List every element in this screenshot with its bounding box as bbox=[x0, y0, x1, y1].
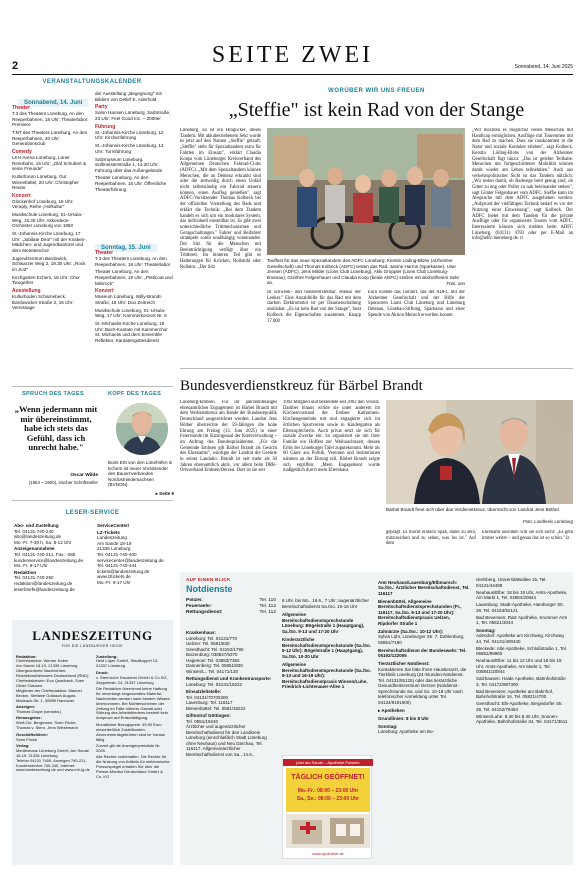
pharmacy-ad-line1: Mo.-Fr.: 08:00 – 23:00 Uhr bbox=[297, 788, 359, 794]
impressum-line: Monatlicher Bezugspreis: 49,90 Euro einschließlich Zustellkosten. Abonnementsgebühren sind im Voraus fällig. bbox=[96, 721, 165, 742]
info-heading: Bienenbüttel, Allgemeine Bereitschaftsdienstsprechstunden (Fr., 116117, Sa./So. 9-13 und 17-20 Uhr): Bereitschaftsdienstpraxis Uelzen, Ripdorfer Straße 1 bbox=[378, 598, 462, 626]
notdienst-line: Neuhaus/Elbe: 11 bis 12 Uhr und 18 bis 19 Uhr, Amts-Apotheke, Am Markt 1, Tel. 038841/20844 bbox=[476, 658, 562, 674]
notdienst-line: Ärztlicher und augenärztlicher Bereitschaftsdienst für den Landkreis Lüneburg (einschließlich Stadt Lüneburg ohne Neuhaus) und Neu Darchau, Tel. 116117. Allgemeinärztlicher Bereitschaftsdienst von Sa., 14.6., bbox=[186, 724, 267, 757]
impressum-line: Telefon 04131 7400, Anzeigen 740-211, Kundenservice 740-240, Internet: www.landeszeitung.de und www.mh-lg.de bbox=[16, 757, 90, 773]
info-heading: Grundlinien: 8 bis 8 Uhr bbox=[378, 715, 430, 721]
notdienst-col-2 bbox=[282, 598, 372, 748]
tandem-photo-graphic bbox=[267, 128, 465, 255]
notdienst-col-4 bbox=[476, 577, 569, 861]
info-heading: Tierärztlicher Notdienst: bbox=[378, 661, 430, 666]
info-heading: ServiceCenter/ bbox=[97, 523, 130, 528]
info-heading: Herausgeber: bbox=[16, 715, 42, 721]
quote-author: Oscar Wilde bbox=[70, 473, 98, 478]
calendar-entry: Theater Lüneburg, An den Reeperbahnen, 16 Uhr: Öffentliche Theaterführung bbox=[95, 175, 167, 192]
impressum-col-2 bbox=[96, 653, 170, 861]
quote-heading: SPRUCH DES TAGES bbox=[22, 391, 84, 397]
category-label: Ausstellung bbox=[12, 288, 41, 295]
info-heading: Sonntag: bbox=[378, 723, 398, 729]
info-heading: Sonntag: bbox=[476, 627, 496, 633]
calendar-divider bbox=[12, 386, 173, 387]
calendar-entry: Salzmuseum Lüneburg, Sülfmeisterstraße 1, 14.30 Uhr: Führung über das Außengelände bbox=[95, 156, 163, 173]
category-label: Konzert bbox=[12, 192, 31, 199]
service-line: Mo.-Fr. 8-17 Uhr bbox=[14, 563, 48, 569]
service-right bbox=[97, 522, 173, 612]
award-photo-graphic bbox=[386, 400, 573, 504]
info-heading: Zahnärzte (Sa./So.: 10-12 Uhr): bbox=[378, 628, 444, 634]
calendar-entry: der Ausstellung „Begegnung" mit Bildern von Detlef E. Aderhold bbox=[95, 91, 162, 102]
emergency-phone-label: Rettungsdienst: bbox=[186, 610, 223, 615]
info-heading: Verlag: bbox=[16, 742, 30, 748]
service-line: 21335 Lüneburg bbox=[97, 546, 131, 552]
calendar-col-1 bbox=[12, 103, 90, 373]
article-tandem-kicker: WORÜBER WIR UNS FREUEN bbox=[328, 88, 425, 94]
notdienst-line: Dannenberg: Tel. 05861/830 bbox=[186, 663, 243, 668]
info-heading: ▸ Apotheken bbox=[378, 707, 405, 713]
calendar-entry: LKH-Arena Lüneburg, Lüner Rennbahn, 19 Uhr: „Olaf Schubert & seine Freunde" bbox=[12, 154, 87, 172]
impressum-line: Die Redaktion übernimmt keine Haftung für unverlangt eingesandtes Material. Nachrichten werden nach bestem Wissen übernommen. Bei Nichterscheinen der Zeitung im Falle höherer Gewalt oder Störung des Arbeitsfriedens besteht kein Anspruch auf Entschädigung. bbox=[96, 685, 170, 721]
info-heading: Redaktion: bbox=[16, 653, 37, 659]
service-line: Tel. 04131-740-444 bbox=[97, 563, 137, 569]
service-divider bbox=[12, 500, 173, 501]
info-heading: Abo- und Zustellung bbox=[14, 523, 59, 528]
quote-author-info: (1854 – 1900), irischer Schriftsteller bbox=[28, 480, 98, 485]
impressum-line: Chefredakteur: Werner Kolbe bbox=[16, 658, 68, 664]
person-heading: KOPF DES TAGES bbox=[108, 391, 162, 397]
calendar-entry: Glockenhof Lüneburg, 15 Uhr: Veraply, Reihe „Hofkultur" bbox=[12, 198, 74, 210]
impressum-logo: LANDESZEITUNG bbox=[32, 628, 153, 643]
notdienst-line: Neuhaus/Elbe: 18 bis 19 Uhr, Amts-Apotheke, Am Markt 1, Tel. 03884/20844 bbox=[476, 589, 568, 600]
info-heading: Allgemeine Bereitschaftsdienstsprechstunde (Sa./So. 9-13 und 16-19 Uhr): Bereitschaftsdienstpraxis Winsen/Luhe, Friedrich-Lichtenauer-Allee 1 bbox=[282, 662, 372, 689]
page-number: 2 bbox=[12, 60, 19, 72]
info-heading: Anzeigenannahme bbox=[14, 546, 55, 552]
info-heading: Krankenhaus: bbox=[186, 630, 217, 635]
info-heading: Kinderärztliche Bereitschaftsdienstsprechstunde (Sa./So. 9-12 Uhr): Bögelstraße 1 (Hauptgang), Sa./So. 10-20 Uhr bbox=[282, 637, 372, 659]
calendar-entry: Museum Lüneburg, Willy-Brandt-Straße, 16 Uhr: Duo Zeitreich bbox=[95, 294, 163, 305]
notdienst-line: Lauenburg: Tel. 116117 bbox=[186, 700, 233, 705]
impressum-logo-sub: FÜR DIE LÜNEBURGER HEIDE bbox=[61, 644, 124, 648]
notdienst-line: ckelsberg, Universitätsallee 15, Tel. 04131/44488 bbox=[476, 577, 547, 588]
notdienst-line: Lauenburg: Stadt-Apotheke, Hamburger Str. 28, Tel. 04153/52121 bbox=[476, 602, 565, 613]
emergency-phone-label: Polizei: bbox=[186, 598, 203, 603]
calendar-col-2 bbox=[95, 91, 173, 251]
service-line: www.lztickets.de bbox=[97, 574, 131, 580]
impressum-line: Zurzeit gilt die Anzeigenpreisliste Nr. 2025. bbox=[96, 742, 161, 753]
article-tandem-sidebar: „Wir möchten es möglichst vielen Menschen mit Handicap ermöglichen, Ausflüge mit Tourenmen mit dem Rad zu machen. Dass sie rausko​mmen in die Natur und soziale Kontakte erleben", sagt Kolbeck. Kerstin Löding-Blohs von der Alzheimer Gesellschaft fügt hinzu: „Das ist gelebte Teilhabe. Menschen mit fortgeschrittener Mobilität können damit wieder am Leben teilnehmen." Auch aus verkehrspolitischer Sicht ist das Tandem nützlich: „Wir testen damit, ob Radwege breit genug sind, ob Gitter zu eng oder Poller zu nah beieinander stehen", sagt Günter Felgenhauer vom ADFC. Steffie kann im Absprache mit dem ADFC ausgeliehen werden. „Aufgrund der vielfältigen Technik bedarf es vor der Nutzung einer Einweisung", sagt Kolbeck. Der ADFC bietet mit dem Tandem für die private Ausflüge oder für organisierte Touren vom ADFC. Interessierte können sich melden beim ADFC Lüneburg, (04131) 4783 oder per E-Mail an info@adfc-lueneburg.de. rt bbox=[472, 128, 573, 242]
article-award-col4: Ehrenamt ausruhen will sie sich nicht: „Es geht immer weiter – und genau das ist so schön." lz bbox=[482, 530, 573, 541]
category-label: Führung bbox=[95, 123, 116, 130]
article-award-headline: Bundesverdienstkreuz für Bärbel Brandt bbox=[180, 378, 423, 394]
person-text: Boris Erb von den Lünehöfen in Echem ist neuer Vorsitzender des Bauernverbandes Nordostniedersachsen (BVNON). bbox=[108, 460, 173, 488]
notdienst-line: Geesthacht: Tel. 04152/1790 bbox=[186, 646, 244, 652]
service-line: tickets@landeszeitung.de bbox=[97, 568, 150, 574]
impressum-line: Alle Rechte vorbehalten. Die Rechte für die Nutzung von Artikeln für elektronische Pressespiegel erhalten Sie über die Presse-Monitor Deutschland GmbH & Co. KG bbox=[96, 754, 170, 779]
impressum-line: Übergeordnete Nachrichten: RedaktionsNetzwerk Deutschland (RND) bbox=[16, 668, 89, 679]
info-heading: Druck: bbox=[96, 669, 109, 675]
emergency-phone-number: Tel. 110 bbox=[259, 598, 276, 603]
service-line: redaktion@landeszeitung.de bbox=[14, 580, 73, 586]
notdienst-line: Kontaktieren Sie bitte Ihren Haustierarzt, die Tierklinik Lüneburg (24-Stunden-Notdienst, Tel. 04131/55125) oder das tierärztliche Gesundheitszentrum Oerzen (Notdienst-Sprechstunde Sa. und So. 10-18 Uhr nach telefonischer Anmeldung unter Tel. 04134/9191900) bbox=[378, 666, 467, 705]
calendar-entry: Musikschule Lüneburg, St.-Ursula-Weg, 15.30 Uhr: Akkordeon-Orchester Lüneburg von 1950 bbox=[12, 212, 83, 229]
calendar-entry: Kirchgarten Echem, 18 Uhr: Chor Twogether bbox=[12, 274, 80, 286]
service-line: Mo.-Fr. 7-30 h, Sa. 8-12 Uhr bbox=[14, 539, 72, 545]
service-line: Landeszeitung bbox=[97, 535, 127, 541]
header-rule bbox=[12, 74, 573, 75]
calendar-entry: St.-Johannis-Kirche Lüneburg, 12 Uhr: Kirchenführung bbox=[95, 129, 164, 141]
impressum-line: Sven Fricke bbox=[16, 736, 38, 742]
info-heading: Bereitschaftsdienst der Bundeswehr: Tel. 05192/122005 bbox=[378, 647, 467, 658]
pharmacy-ad-footer: www.apotheke.de bbox=[312, 851, 344, 856]
article-award-col1: Lüneburg/Embsen. Für ihr jahrzehntelanges ehrenamtliches Engagement ist Bärbel Brandt mit dem Verdienstkreuz am Bande der Bundesrepublik Deutschland ausgezeichnet worden. Landrat Jens Böther überreichte der 59-Jährigen die hohe Ehrung am Freitag (13. Juni 2025) in einer Feierstunde im Sitzungssaal der Kreisverwaltung – im Auftrag des Bundespräsidenten. „Für die Gemeinde Embsen gilt Bärbel Brandt als Gesicht des Ehrenamts", würdigte der Landrat die Geehrte in seiner Laudatio. Brandt ist seit mehr als 30 Jahren ehrenamtlich aktiv, vor allem beim DRK-Ortsverband Embsen/Oerzen. Dort ist sie seit bbox=[180, 400, 277, 474]
emergency-phone-row bbox=[186, 610, 276, 616]
notdienst-line: Winsen/Luhe: 8.30 bis 8.30 Uhr, Sonnen-Apotheke, Bahnhofstraße 34, Tel. 04171/3611 bbox=[476, 713, 568, 724]
impressum-line: Thomas Grupe (verantw.) bbox=[16, 708, 62, 714]
calendar-entry: Kulturforum Lüneburg, Gut Wienebüttel, 20 Uhr: Christopher Reuter bbox=[12, 173, 79, 191]
service-line: abo@landeszeitung.de bbox=[14, 534, 62, 540]
service-line: Tel. 04131-740-211, Fax: -285 bbox=[14, 551, 76, 557]
article-tandem-col2: ist schwenk- und höhenverstellbar, ebenso der Lenker." Eine Anzahlhilfe für das Rad mit dem starken Elektromotor ist per Daumenschaltung auslösbar. „Es ist kein Rad von der Stange", fasst Kolbeck die Eigenschaften zusammen. Knapp 17.000 bbox=[267, 290, 361, 324]
notdienst-line: Lüneburg: Tel. 04131/770 bbox=[186, 635, 237, 641]
notdienst-line: Boizenburg: 038847/6370 bbox=[186, 652, 238, 657]
calendar-entry: St.-Johannis-Kirche Lüneburg, 17 Uhr: „Jubilate Deo!" mit der Knaben-, Mädchen- und Jugendkantorei und dem Motettenchor bbox=[12, 231, 88, 253]
page-date: Sonnabend, 14. Juni 2025 bbox=[514, 64, 573, 70]
pharmacy-ad-headline: TÄGLICH GEÖFFNET! bbox=[291, 774, 365, 781]
info-heading: Amt Neuhaus/Lauenburg/Elbmarsch: Sa./So.: Ärztlicher Bereitschaftsdienst, Tel. 116117 bbox=[378, 579, 470, 596]
notdienst-line: Sylvia Lühr, Lüneburger Str. 7, Dahlenburg, 05851/7190 bbox=[378, 634, 465, 645]
notdienst-line: Lüneburg: Tel. 04131/19222 bbox=[186, 681, 242, 687]
calendar-entry: Kulturboden Scharnebeck, Bardowicker Straße 2, 16 Uhr: Vernissage bbox=[12, 294, 74, 311]
notdienst-line: Tel. 04131/70705300 bbox=[186, 694, 229, 700]
calendar-entry: Jugendzentrum Bardowick, Schwarzer Weg 2, 19.30 Uhr: „Rock im JUZ" bbox=[12, 255, 86, 272]
service-line: Mo.-Fr. 9-17 Uhr bbox=[97, 579, 131, 585]
person-ref: ▸ Seite 9 bbox=[155, 491, 174, 496]
article-award-caption: Bärbel Brandt freut sich über das Verdienstkreuz, überreicht von Landrat Jens Böther. bbox=[386, 507, 561, 512]
service-line: Am Sande 18-19 bbox=[97, 540, 132, 546]
impressum-line: Medienhaus Lüneburg GmbH, Am Sande 18-19, 21335 Lüneburg bbox=[16, 747, 90, 758]
category-label: Comedy bbox=[12, 148, 32, 155]
service-line: kundenservice@landeszeitung.de bbox=[14, 557, 84, 563]
pharmacy-ad-graphic bbox=[286, 814, 370, 848]
article-tandem-photo bbox=[267, 128, 465, 255]
notdienst-line: Adendorf: Apotheke am Kirchweg, Kirchweg 44, Tel. 04131/400440 bbox=[476, 633, 564, 644]
impressum bbox=[12, 620, 173, 865]
notdienst-line: Winsen/L.: Tel. 04171/130 bbox=[186, 668, 238, 674]
service-heading: LESER-SERVICE bbox=[65, 510, 120, 516]
impressum-line: Am Sande 18-19, 21335 Lüneburg bbox=[16, 663, 78, 669]
pharmacy-ad-top: jetzt am Sande – Apotheke Pulstein bbox=[283, 759, 373, 766]
calendar-entry: T.NT des Theaters Lüneburg, An den Reeperbahnen, 20 Uhr: Generationsclub bbox=[12, 129, 88, 147]
info-heading: Einsatzleitstelle: bbox=[186, 689, 222, 694]
info-heading: LZ-Tickets bbox=[97, 529, 120, 535]
calendar-entry: Salon Hansen Lüneburg, Salzstraße, 23 Uhr: Feel Good Inc. – 2000er bbox=[95, 110, 171, 121]
emergency-phone-number: Tel. 112 bbox=[259, 610, 276, 615]
category-label: Theater bbox=[12, 105, 31, 111]
page-title: SEITE ZWEI bbox=[211, 42, 374, 68]
category-label: Theater bbox=[95, 250, 114, 256]
info-heading: Redaktion bbox=[14, 569, 37, 575]
notdienst-col-1 bbox=[186, 628, 276, 861]
calendar-col-2b bbox=[95, 248, 173, 378]
notdienst-box bbox=[180, 572, 573, 865]
notdienst-line: Bad Bevensen: Apotheke am Bahnhof, Bahnhofstraße 16, Tel. 05821/4700 bbox=[476, 688, 554, 699]
category-label: Konzert bbox=[95, 288, 114, 295]
impressum-line: v. Stern'sche Druckerei GmbH & Co KG, Zeppelinstr. 24, 21337 Lüneburg bbox=[96, 674, 168, 685]
calendar-entry: Musikschule Lüneburg, St.-Ursula-Weg, 17 Uhr: Kammerkonzert Nr. 6 bbox=[95, 307, 167, 319]
impressum-line: Wolf-Chr. Bergmann, Sven Fricke, Thomas v. Stern, Jens Wiesemann bbox=[16, 720, 78, 731]
person-portrait-graphic bbox=[116, 403, 168, 455]
article-award-col2: 1992 Mitglied und bekleidete seit 2002 den Vorsitz. Darüber hinaus wirkte sie unter anderem im Kirchenvorstand der Embser Katharinen-Kirchengemeinde mit und engagierte sich im örtlichen Sportverein sowie in Kindergarten als Elternsprecherin. Auch privat setzt sie sich für soziale Zwecke ein: So organisiert sie mit ihrer Familie ein Hoffest zur Weihnachtszeit, dessen Erlös der Lüneburger Tafel zugutekommt. Mehr als 60 Gäste aus Politik, Vereinen und Institutionen nahmen an der Ehrung teil. Bärbel Brandt zeigte sich ergriffen: „Mein Engagement wurde maßgeblich durch mein Elternhaus bbox=[283, 400, 380, 474]
info-heading: Rettungsdienst und Krankentransporte: bbox=[186, 676, 272, 681]
notdienst-line: 8 Uhr, bis Mo., 16.6., 7 Uhr; augenärztlicher Bereitschaftsdienst Sa./So. 10-16 Uhr bbox=[282, 598, 370, 609]
calendar-day-2-label: Sonntag, 15. Juni bbox=[95, 244, 157, 252]
service-line: Tel. 04131-740-250 bbox=[14, 575, 54, 581]
article-divider bbox=[180, 368, 573, 369]
service-line: Tel. 04131-740-400 bbox=[97, 551, 137, 557]
emergency-phone-label: Feuerwehr: bbox=[186, 604, 212, 609]
person-portrait bbox=[116, 403, 168, 455]
service-line: leserbriefe@landeszeitung.de bbox=[14, 586, 75, 592]
calendar-entry: Theater Lüneburg, An den Reeperbahnen, 19 Uhr: „Petticoat und Minirock" bbox=[95, 269, 173, 286]
notdienst-line: Salzhausen: Haide Apotheke, Bahnhofstraße 3, Tel. 04172/987300 bbox=[476, 676, 566, 687]
calendar-entry: T.3 des Theaters Lüneburg, An den Reeperbahnen, 18 Uhr: Theaterlabor bbox=[95, 256, 171, 267]
calendar-entry: St.-Michaelis-Kirche Lüneburg, 18 Uhr: Bach-Kantate mit Kammerchor St. Michaelis und dem Ensemble Reflektor, Kantatengottesdienst bbox=[95, 321, 168, 343]
info-heading: Zustellung: bbox=[96, 653, 118, 659]
service-line: Tel. 04131-740-240 bbox=[14, 528, 54, 534]
article-award-photo bbox=[386, 400, 573, 504]
notdienst-line: Tel. 0551/19240 bbox=[186, 718, 219, 724]
pharmacy-ad-image bbox=[286, 814, 370, 848]
notdienst-col-3 bbox=[378, 577, 470, 861]
notdienst-line: Bienenbüttel: Tel. 0581/19222 bbox=[186, 705, 246, 711]
quote-text: „Wenn jedermann mit mir übereinstimmt, habe ich stets das Gefühl, dass ich unrecht habe." bbox=[14, 404, 98, 453]
notdienst-phones bbox=[186, 598, 276, 624]
notdienst-line: Uelzen: Tel. 0581/830 bbox=[186, 641, 230, 646]
impressum-line: Chefredakteurin: Eva Quadbeck, Sven Oliver Clausen bbox=[16, 678, 85, 688]
pharmacy-ad bbox=[282, 755, 372, 859]
calendar-entry: St.-Johannis-Kirche Lüneburg, 13 Uhr: Turmführung bbox=[95, 143, 164, 154]
service-left bbox=[14, 522, 92, 612]
info-heading: Allgemeine Bereitschaftsdienstsprechstunde Lüneburg: Bögelstraße 1 (Hauptgang), Sa./So. 9-13 und 17-20 Uhr bbox=[282, 612, 365, 634]
article-tandem-caption: Tauffest für das neue Spezialtandem des ADFC Lüneburg: Kerstin Löding-Blohs (Alzheimer Gesellschaft) und Thomas Kolbeck (ADFC) testen das Rad. Janine Harms (Sparkasse), Uwe Jensen (ADFC), Jens Milder (Lions Club Lüneburg), Akki Groppler (Lions Club Lüneburg-Ilmenau), Günther Felgenhauer und Claudia Koop (beide ADFC) stoßen mit akoholfreiem Sekt an. bbox=[267, 258, 459, 286]
info-heading: Giftnotruf Göttingen: bbox=[186, 713, 231, 718]
calendar-heading: VERANSTALTUNGSKALENDER bbox=[42, 79, 142, 85]
notdienst-kicker: AUF EINEN BLICK bbox=[186, 577, 231, 582]
article-award-credit: Foto: Landkreis Lüneburg bbox=[522, 519, 573, 524]
notdienst-line: Geesthacht: Elb-Apotheke, Bergedorfer Str. 29, Tel. 04152/78484 bbox=[476, 701, 563, 712]
service-line: servicecenter@landeszeitung.de bbox=[97, 557, 164, 563]
notdienst-line: Lüneburg: Apotheke am Bo- bbox=[378, 729, 435, 734]
pharmacy-ad-line2: Sa., So.: 08:00 – 23:00 Uhr bbox=[296, 796, 360, 802]
article-award-col3: geprägt. Es macht einfach Spaß, dabei zu sein, mitzuwirken und zu sehen, was los ist." Auf dem bbox=[386, 530, 476, 547]
notdienst-title: Notdienste bbox=[186, 584, 233, 594]
category-label: Party bbox=[95, 104, 108, 111]
info-heading: Geschäftsführer: bbox=[16, 731, 49, 737]
calendar-entry: T.3 des Theaters Lüneburg, An den Reeperbahnen, 18 Uhr: Theaterlabor: Premiere bbox=[12, 111, 89, 128]
article-tandem-col3: Euro kostete das Gefährt, das der ADFC mit der Alzheimer Gesellschaft und der Hilfe der Sponsoren Lions Club Lüneburg und Lüneburg Ilmenau, Lünebau-Stiftung, Sparkasse und einer Spende von Aktion Mensch erwerben konnte. bbox=[368, 290, 465, 318]
impressum-line: Heid Lüper GmbH, Stadtkoppel 13, 21337 Lüneburg bbox=[96, 658, 159, 669]
impressum-col-1 bbox=[16, 653, 92, 861]
article-tandem-headline: „Steffie" ist kein Rad von der Stange bbox=[228, 99, 525, 121]
info-heading: Anzeigen: bbox=[16, 704, 36, 710]
impressum-line: Mitglieder der Chefredaktion: Manuel Becker, Stefanie Gollasch August-Madsack-Str. 1, 30559 Hannover bbox=[16, 687, 82, 703]
notdienst-line: Bad Bevensen: Ratz Apotheke, Krummer Arm 1, Tel. 05821/3044 bbox=[476, 614, 568, 625]
notdienst-line: Bleckede: Alte Apotheke, Schloßstraße 1, Tel. 05852/99960 bbox=[476, 645, 567, 656]
notdienst-line: Hagenow: Tel. 03883/7360 bbox=[186, 657, 240, 663]
emergency-phone-number: Tel. 112 bbox=[259, 604, 276, 609]
article-tandem-credit: Foto: ann bbox=[446, 281, 465, 286]
calendar-day-1-label: Sonnabend, 14. Juni bbox=[18, 99, 88, 107]
article-tandem-col1: Lüneburg. Es ist ein Hingucker, dieses Tandem. Mit akkubetriebenem Sekt wurde es jetzt auf den Namen „Steffie" getauft. „Steffie" steht für Spezialtandem extra für Fahrten im Einsatz", erklärt Claudia Koops vom Lüneburger Kreisverband des Allgemeinen Deutschen Fahrrad-Clubs (ADFC). „Mit dem Spezialtandem können Menschen, die an Demenz erkrankt sind oder die zeitweilig durch einen Unfall nicht selbstständig ein Fahrrad steuern können, einen Ausflug genießen", sagt ADFC-Vorsitzender Thomas Kolbeck bei der offiziellen Vorstellung des Rads und erklärt die Technik: „Bei dem Tandem handelt es sich um ein modulares System, das individuell einstellbar ist. Es gibt zwei unterschiedliche Trittmechanismen und Geragschaltungen." Fahrer und Beifahrer strampeln somit unabhängig voneinander. Der Sitz für die Menschen mit Beeinträchtigung verfügt über ein Trittbrett. Im hinteren Teil gibt es Halterungen für Krücken, Rollstuhl oder Rollator. „Der Sitz bbox=[180, 128, 261, 270]
